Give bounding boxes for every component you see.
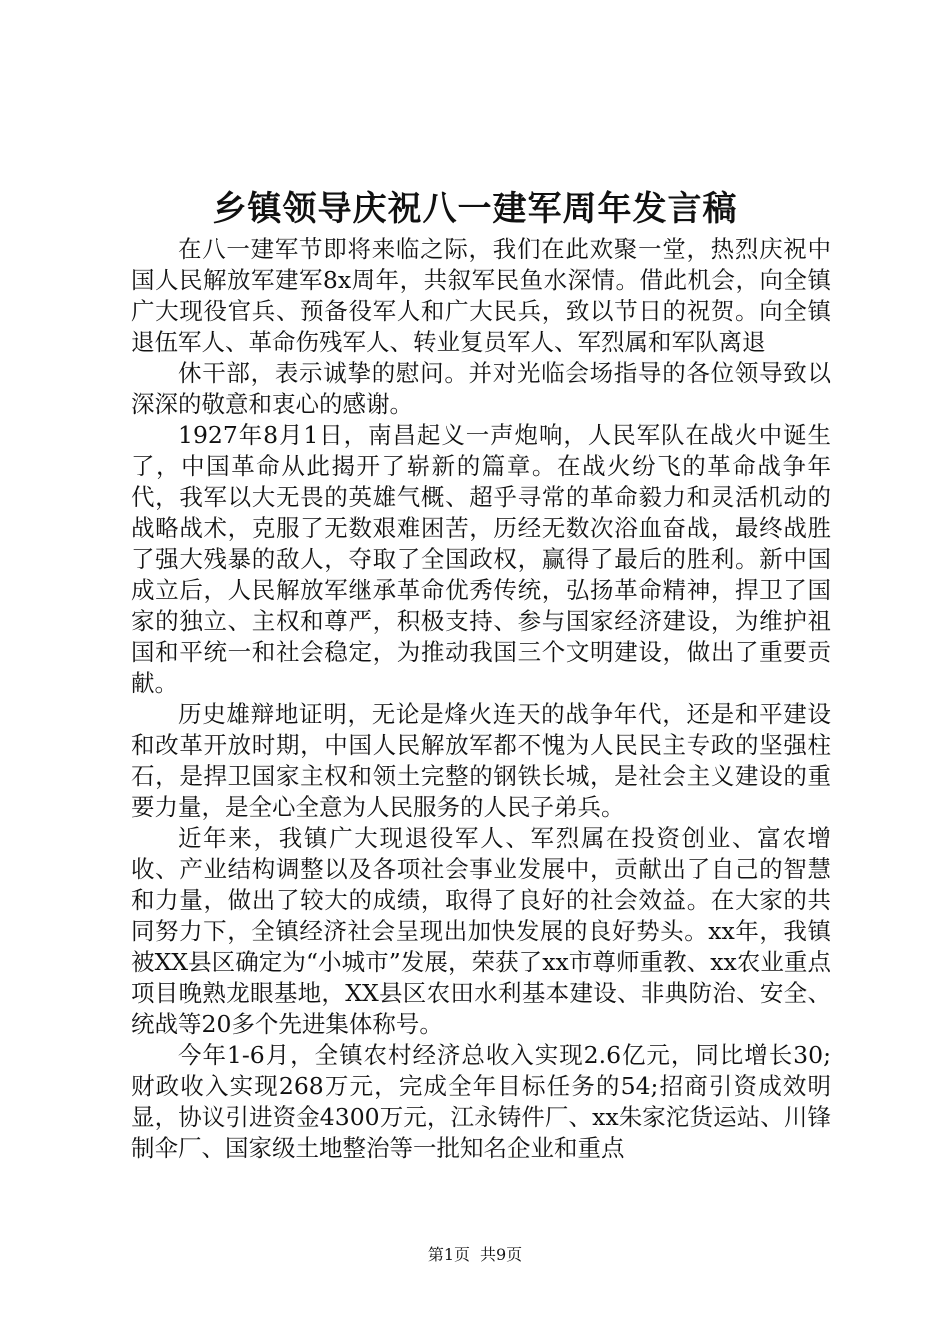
page-total: 共9页 bbox=[480, 1245, 523, 1264]
paragraph-6: 今年1-6月，全镇农村经济总收入实现2.6亿元，同比增长30;财政收入实现268万元，完成全年目标任务的54;招商引资成效明显，协议引进资金4300万元，江永铸件厂、xx朱家沱货运站、川锋制伞厂、国家级土地整治等一批知名企业和重点 bbox=[131, 1041, 831, 1162]
paragraph-4: 历史雄辩地证明，无论是烽火连天的战争年代，还是和平建设和改革开放时期，中国人民解放军都不愧为人民民主专政的坚强柱石，是捍卫国家主权和领土完整的钢铁长城，是社会主义建设的重要力量，是全心全意为人民服务的人民子弟兵。 bbox=[131, 700, 831, 821]
paragraph-5: 近年来，我镇广大现退役军人、军烈属在投资创业、富农增收、产业结构调整以及各项社会事业发展中，贡献出了自己的智慧和力量，做出了较大的成绩，取得了良好的社会效益。在大家的共同努力下，全镇经济社会呈现出加快发展的良好势头。xx年，我镇被XX县区确定为“小城市”发展，荣获了xx市尊师重教、xx农业重点项目晚熟龙眼基地，XX县区农田水利基本建设、非典防治、安全、统战等20多个先进集体称号。 bbox=[131, 824, 831, 1038]
paragraph-3: 1927年8月1日，南昌起义一声炮响，人民军队在战火中诞生了，中国革命从此揭开了崭新的篇章。在战火纷飞的革命战争年代，我军以大无畏的英雄气概、超乎寻常的革命毅力和灵活机动的战略战术，克服了无数艰难困苦，历经无数次浴血奋战，最终战胜了强大残暴的敌人，夺取了全国政权，赢得了最后的胜利。新中国成立后，人民解放军继承革命优秀传统，弘扬革命精神，捍卫了国家的独立、主权和尊严，积极支持、参与国家经济建设，为维护祖国和平统一和社会稳定，为推动我国三个文明建设，做出了重要贡献。 bbox=[131, 421, 831, 697]
paragraph-2: 休干部，表示诚挚的慰问。并对光临会场指导的各位领导致以深深的敬意和衷心的感谢。 bbox=[131, 359, 831, 418]
paragraph-1: 在八一建军节即将来临之际，我们在此欢聚一堂，热烈庆祝中国人民解放军建军8x周年，共叙军民鱼水深情。借此机会，向全镇广大现役官兵、预备役军人和广大民兵，致以节日的祝贺。向全镇退伍军人、革命伤残军人、转业复员军人、军烈属和军队离退 bbox=[131, 235, 831, 356]
page-number: 第1页 bbox=[427, 1245, 470, 1264]
document-body bbox=[131, 234, 831, 1164]
page-footer bbox=[0, 1244, 950, 1266]
document-title: 乡镇领导庆祝八一建军周年发言稿 bbox=[212, 189, 738, 229]
